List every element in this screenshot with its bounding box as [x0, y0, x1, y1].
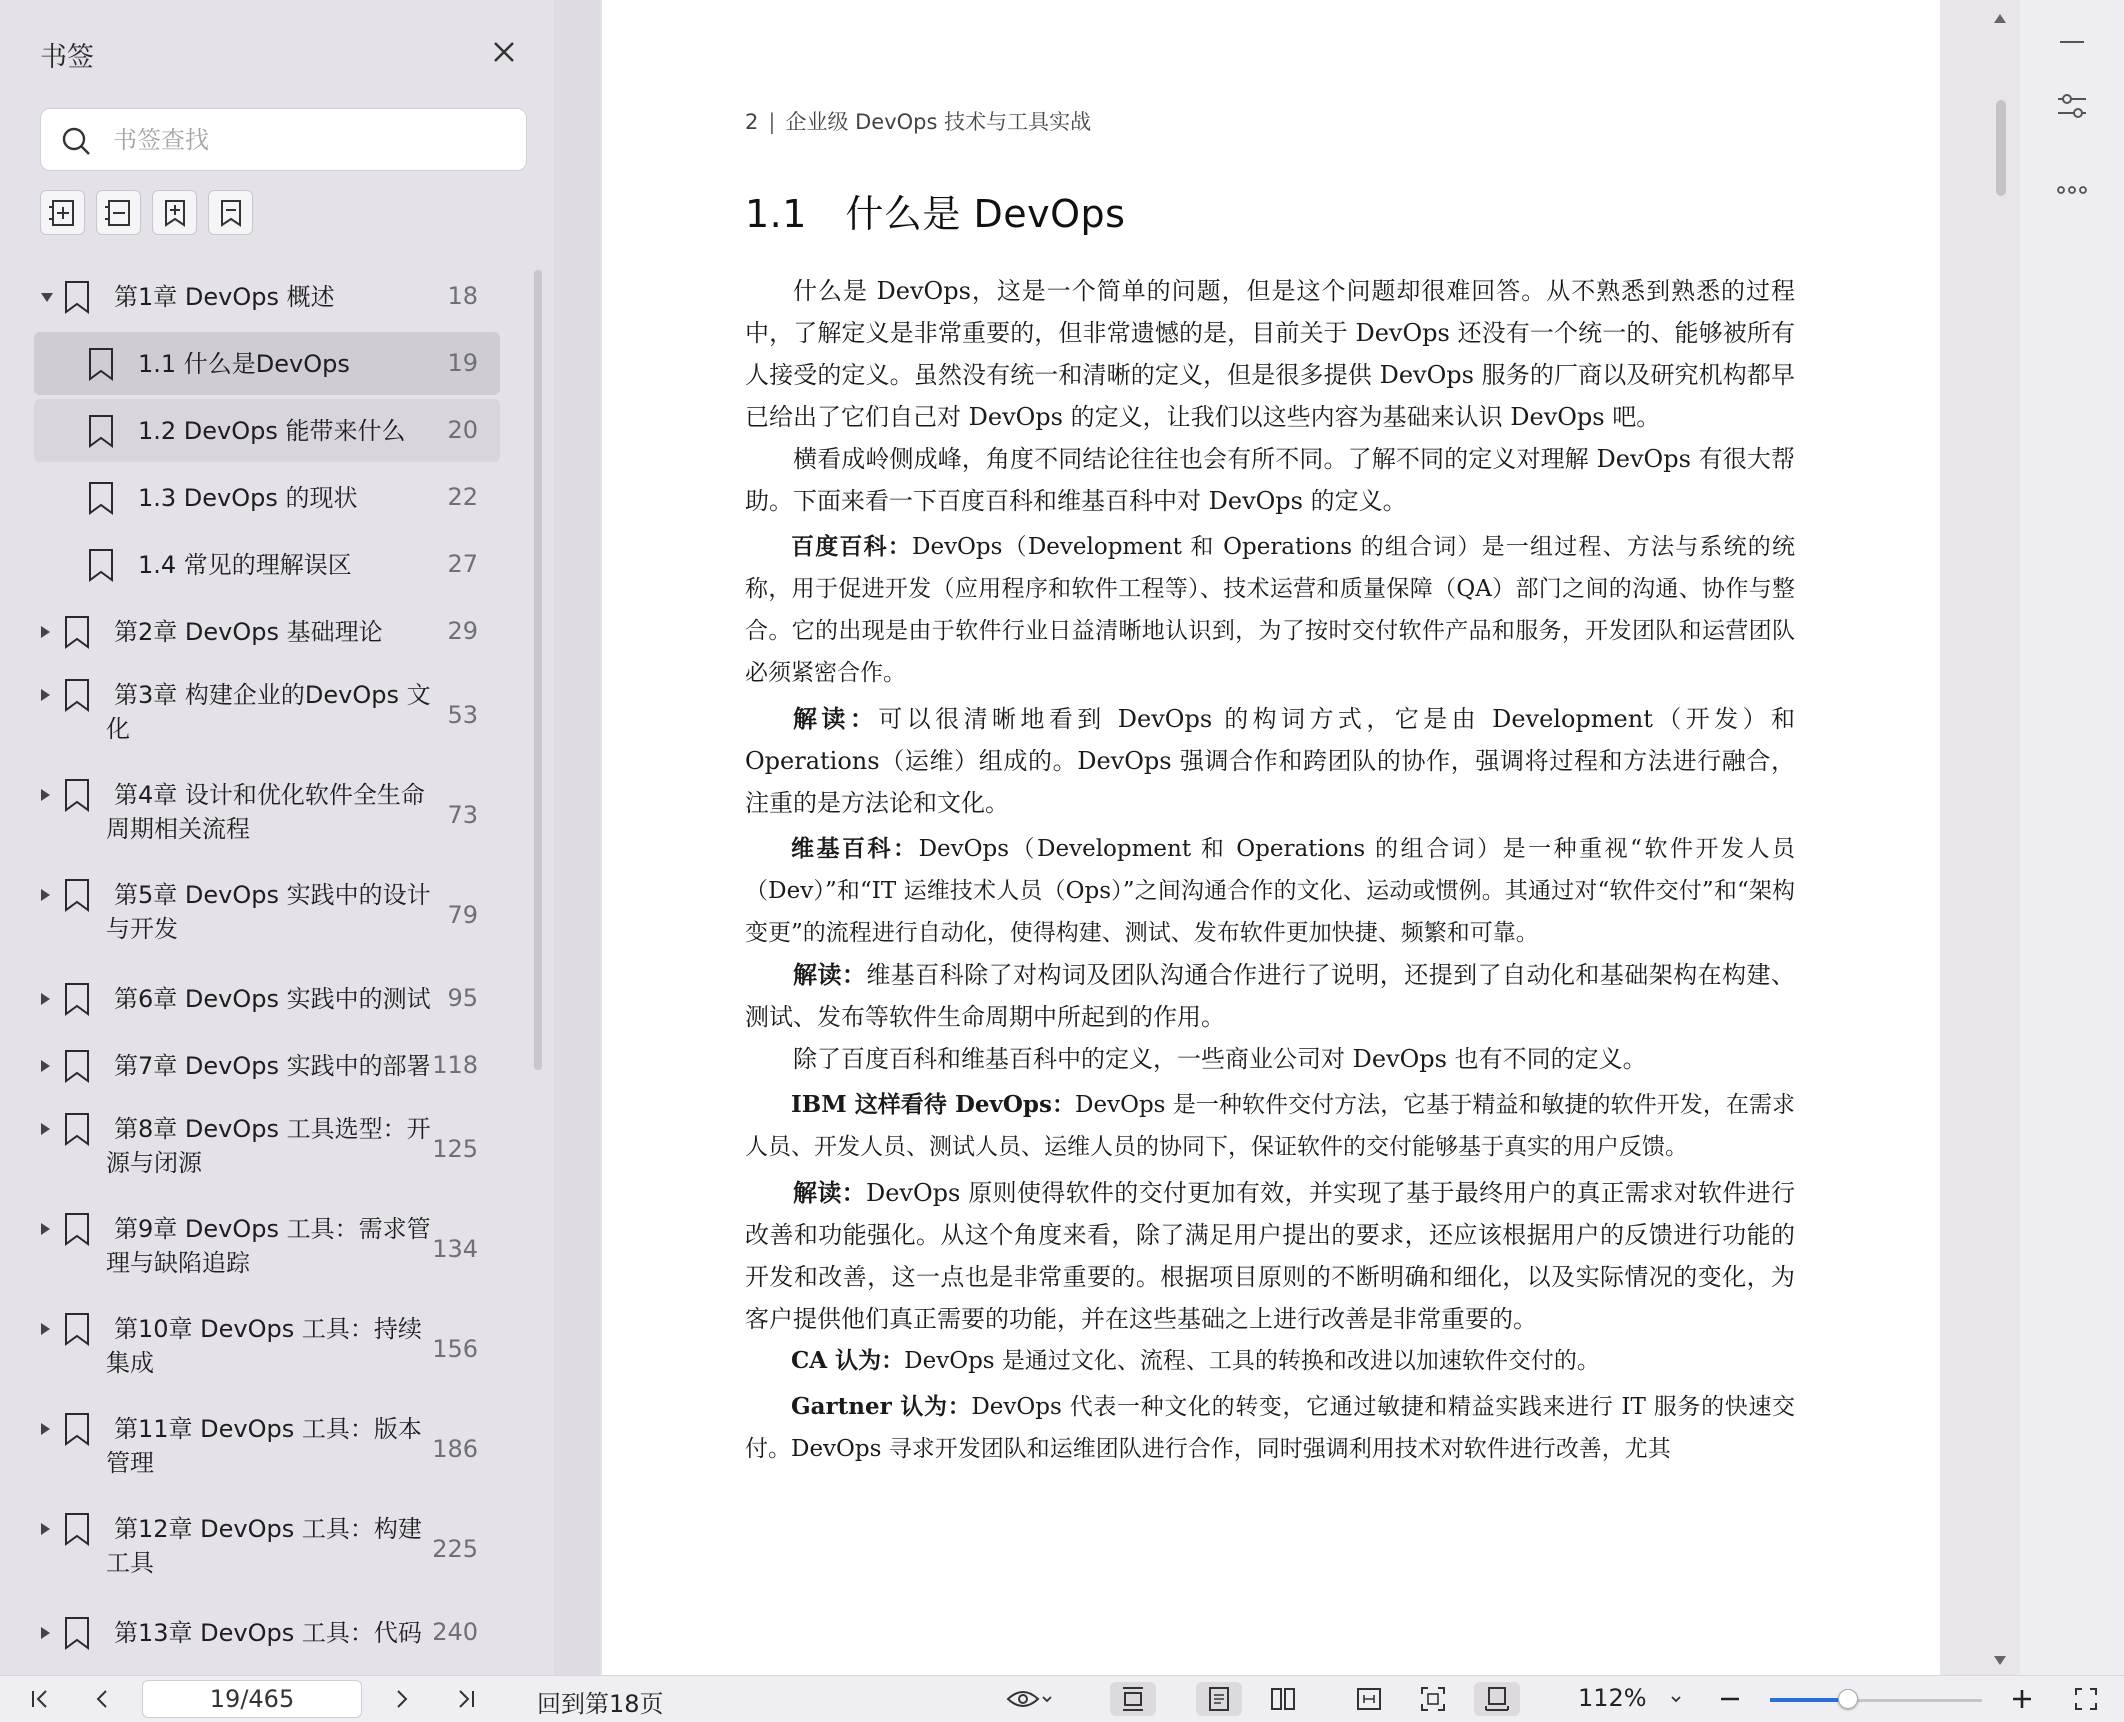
bookmark-label: [138, 347, 498, 381]
minimize-panel-button[interactable]: [2052, 22, 2092, 62]
bookmark-page-number: 79: [447, 901, 478, 929]
continuous-scroll-button[interactable]: [1110, 1682, 1156, 1716]
bookmark-page-number: 73: [447, 801, 478, 829]
scroll-up-arrow-icon[interactable]: [1994, 14, 2006, 23]
bookmark-page-number: 53: [447, 701, 478, 729]
first-page-icon: [28, 1687, 52, 1711]
bookmark-icon: [215, 197, 247, 229]
chevron-down-icon: [1040, 1692, 1054, 1706]
bookmark-label-line: 工具: [106, 1549, 154, 1577]
caret-right-icon[interactable]: [41, 626, 50, 638]
paragraph-text: DevOps 代表一种文化的转变，它通过敏捷和精益实践来进行 IT 服务的快速交付。DevOps 寻求开发团队和运维团队进行合作，同时强调利用技术对软件进行改善，尤其: [745, 1394, 1795, 1462]
add-bookmark-button[interactable]: [152, 190, 197, 235]
bookmark-icon: [64, 280, 90, 314]
bookmark-label-line: 第3章 构建企业的DevOps 文: [114, 681, 431, 709]
body-paragraph: [745, 438, 1795, 522]
bookmark-page-number: 240: [432, 1617, 478, 1646]
bookmark-label: [114, 1616, 474, 1650]
zoom-out-button[interactable]: [1712, 1682, 1748, 1716]
bookmark-page-number: 22: [447, 482, 478, 511]
bookmark-label-line: 第2章 DevOps 基础理论: [114, 617, 383, 646]
paragraph-text: DevOps 是通过文化、流程、工具的转换和改进以加速软件交付的。: [904, 1348, 1600, 1374]
close-sidebar-button[interactable]: [486, 34, 522, 70]
bookmark-icon: [64, 878, 90, 912]
bookmark-label: [106, 1512, 474, 1580]
paragraph-lead: IBM 这样看待 DevOps：: [791, 1091, 1076, 1118]
paragraph-text: DevOps 是一种软件交付方法，它基于精益和敏捷的软件开发，在需求人员、开发人员、测试人员、运维人员的协同下，保证软件的交付能够基于真实的用户反馈。: [745, 1092, 1795, 1160]
body-paragraph: [745, 1172, 1795, 1340]
bookmark-label-line: 理与缺陷追踪: [106, 1249, 250, 1277]
page-scrollbar[interactable]: [1940, 0, 2020, 1675]
bookmark-label: [106, 878, 474, 946]
eye-protection-button[interactable]: [998, 1682, 1062, 1716]
bookmark-label-line: 周期相关流程: [106, 815, 250, 843]
fit-page-button[interactable]: [1410, 1682, 1456, 1716]
scroll-thumb[interactable]: [1996, 100, 2006, 196]
caret-right-icon[interactable]: [41, 1323, 50, 1335]
bookmark-label-line: 第4章 设计和优化软件全生命: [114, 781, 425, 809]
bookmark-icon: [64, 1512, 90, 1546]
paragraph-text: DevOps（Development 和 Operations 的组合词）是一组过程、方法与系统的统称，用于促进开发（应用程序和软件工程等）、技术运营和质量保障（QA）部门之间的沟通、协作与整合。它的出现是由于软件行业日益清晰地认识到，为了按时交付软件产品和服务，开发团队和运营团队必须紧密合作。: [745, 534, 1796, 686]
bookmark-page-number: 125: [432, 1135, 478, 1163]
close-icon: [486, 34, 522, 70]
bookmark-label: [138, 414, 498, 448]
body-paragraph: [745, 954, 1795, 1038]
minus-icon: [2052, 22, 2092, 62]
bookmark-label-line: 1.1 什么是DevOps: [138, 349, 350, 378]
bookmark-label-line: 第6章 DevOps 实践中的测试: [114, 984, 431, 1013]
header-page-number: 2: [745, 110, 759, 134]
chevron-right-icon: [390, 1687, 414, 1711]
zoom-slider-fill: [1770, 1698, 1848, 1702]
paragraph-lead: 百度百科：: [791, 533, 913, 560]
bookmark-icon: [64, 678, 90, 712]
header-separator: |: [768, 110, 776, 134]
zoom-dropdown-button[interactable]: [1664, 1682, 1688, 1716]
bookmark-label: [114, 1049, 474, 1083]
paragraph-lead: Gartner 认为：: [791, 1393, 972, 1420]
paragraph-text: DevOps 原则使得软件的交付更加有效，并实现了基于最终用户的真正需求对软件进行改善和功能强化。从这个角度来看，除了满足用户提出的要求，还应该根据用户的反馈进行功能的开发和改善，这一点也是非常重要的。根据项目原则的不断明确和细化，以及实际情况的变化，为客户提供他们真正需要的功能，并在这些基础之上进行改善是非常重要的。: [745, 1179, 1795, 1333]
bookmark-label-line: 第8章 DevOps 工具选型：开: [114, 1115, 431, 1143]
bookmark-label-line: 第12章 DevOps 工具：构建: [114, 1515, 422, 1543]
bookmark-label-line: 源与闭源: [106, 1149, 202, 1177]
bookmark-section[interactable]: [34, 466, 500, 529]
quote-paragraph: [745, 526, 1795, 694]
bookmark-toolbar: [40, 190, 253, 235]
caret-right-icon[interactable]: [41, 993, 50, 1005]
bookmark-page-number: 29: [447, 616, 478, 645]
scroll-down-arrow-icon[interactable]: [1994, 1656, 2006, 1665]
adjust-settings-button[interactable]: [2052, 86, 2092, 126]
last-page-button[interactable]: [446, 1682, 486, 1716]
bookmark-section[interactable]: [34, 332, 500, 395]
next-page-button[interactable]: [382, 1682, 422, 1716]
caret-down-icon[interactable]: [41, 293, 53, 302]
fit-page-icon: [1419, 1685, 1447, 1713]
caret-right-icon[interactable]: [41, 689, 50, 701]
sliders-icon: [2052, 86, 2092, 126]
bookmark-page-number: 134: [432, 1235, 478, 1263]
bookmark-chapter[interactable]: [34, 967, 500, 1030]
bookmark-chapter[interactable]: [34, 600, 500, 663]
zoom-slider-handle[interactable]: [1838, 1689, 1858, 1709]
bookmark-search-box[interactable]: [40, 108, 527, 171]
bookmark-label-line: 第13章 DevOps 工具：代码: [114, 1618, 422, 1647]
bookmark-page-number: 118: [432, 1050, 478, 1079]
bookmark-list: [34, 265, 506, 1675]
bookmark-page-number: 19: [447, 348, 478, 377]
bookmark-sidebar: [0, 0, 600, 1675]
collapse-all-icon: [103, 197, 135, 229]
bookmark-page-number: 156: [432, 1335, 478, 1363]
bookmark-chapter[interactable]: [34, 667, 500, 763]
bookmark-label-line: 第7章 DevOps 实践中的部署: [114, 1051, 431, 1080]
caret-right-icon[interactable]: [41, 1060, 50, 1072]
caret-right-icon[interactable]: [41, 1423, 50, 1435]
single-page-icon: [1205, 1685, 1233, 1713]
fullscreen-icon: [2073, 1686, 2099, 1712]
body-paragraph: [745, 1038, 1795, 1080]
fit-width-icon: [1355, 1685, 1383, 1713]
bookmark-label-line: 第10章 DevOps 工具：持续: [114, 1315, 422, 1343]
bookmark-icon: [64, 615, 90, 649]
caret-right-icon[interactable]: [41, 1523, 50, 1535]
two-page-button[interactable]: [1260, 1682, 1306, 1716]
bookmark-label-line: 1.2 DevOps 能带来什么: [138, 416, 406, 445]
bookmark-chapter[interactable]: [34, 867, 500, 963]
remove-bookmark-button[interactable]: [208, 190, 253, 235]
running-header: [745, 106, 1091, 136]
add-bookmark-icon: [159, 197, 191, 229]
bookmark-chapter[interactable]: [34, 1501, 500, 1597]
bookmark-label: [106, 1112, 474, 1180]
bookmark-label-line: 化: [106, 715, 130, 743]
chevron-left-icon: [90, 1687, 114, 1711]
bookmark-label: [114, 615, 474, 649]
quote-paragraph: [745, 828, 1795, 954]
bookmark-label-line: 与开发: [106, 915, 178, 943]
eye-icon: [1006, 1687, 1040, 1711]
fit-width-button[interactable]: [1346, 1682, 1392, 1716]
bookmark-icon: [64, 1412, 90, 1446]
bookmark-icon: [64, 1112, 90, 1146]
bookmark-page-number: 225: [432, 1535, 478, 1563]
bookmark-chapter[interactable]: [34, 1101, 500, 1197]
bookmark-icon: [88, 347, 114, 381]
fullscreen-button[interactable]: [2066, 1682, 2106, 1716]
bookmark-label: [106, 1212, 474, 1280]
bookmark-label: [138, 481, 498, 515]
collapse-all-button[interactable]: [96, 190, 141, 235]
bookmark-page-number: 18: [447, 281, 478, 310]
last-page-icon: [454, 1687, 478, 1711]
bookmark-chapter[interactable]: [34, 1301, 500, 1397]
paragraph-text: 什么是 DevOps，这是一个简单的问题，但是这个问题却很难回答。从不熟悉到熟悉的过程中，了解定义是非常重要的，但非常遗憾的是，目前关于 DevOps 还没有一个统一的、能够被所有人接受的定义。虽然没有统一和清晰的定义，但是很多提供 DevOps 服务的厂商以及研究机构都早已给出了它们自己对 DevOps 的定义，让我们以这些内容为基础来认识 DevOps 吧。: [745, 277, 1795, 431]
paragraph-lead: 解读：: [793, 704, 879, 733]
bookmark-icon: [88, 548, 114, 582]
bookmark-chapter[interactable]: [34, 1201, 500, 1297]
bookmark-label-line: 集成: [106, 1349, 154, 1377]
zoom-level-select[interactable]: 112%: [1578, 1684, 1647, 1712]
paragraph-text: 可以很清晰地看到 DevOps 的构词方式，它是由 Development（开发）和 Operations（运维）组成的。DevOps 强调合作和跨团队的协作，强调将过程和方法进行融合，注重的是方法论和文化。: [745, 705, 1795, 817]
bookmark-label-line: 第9章 DevOps 工具：需求管: [114, 1215, 431, 1243]
bookmark-page-number: 95: [447, 983, 478, 1012]
paragraph-text: 维基百科除了对构词及团队沟通合作进行了说明，还提到了自动化和基础架构在构建、测试、发布等软件生命周期中所起到的作用。: [745, 961, 1796, 1031]
expand-all-button[interactable]: [40, 190, 85, 235]
page-number-input[interactable]: 19/465: [142, 1680, 362, 1718]
body-paragraph: [745, 698, 1795, 824]
header-book-title: 企业级 DevOps 技术与工具实战: [785, 110, 1092, 134]
caret-right-icon[interactable]: [41, 889, 50, 901]
bookmark-icon: [88, 414, 114, 448]
bookmark-label: [138, 548, 498, 582]
bookmark-label: [106, 778, 474, 846]
document-body: [745, 270, 1795, 1470]
caret-right-icon[interactable]: [41, 1123, 50, 1135]
body-paragraph: [745, 270, 1795, 438]
bookmark-page-number: 20: [447, 415, 478, 444]
bookmark-label: [106, 1312, 474, 1380]
auto-fit-icon: [1483, 1685, 1511, 1713]
document-page: [602, 0, 1940, 1675]
auto-fit-button[interactable]: [1474, 1682, 1520, 1716]
bookmark-label-line: 第1章 DevOps 概述: [114, 282, 335, 311]
single-page-button[interactable]: [1196, 1682, 1242, 1716]
section-title: 1.1 什么是 DevOps: [745, 192, 1126, 236]
back-to-page-button[interactable]: 回到第18页: [537, 1690, 664, 1718]
paragraph-text: 横看成岭侧成峰，角度不同结论往往也会有所不同。了解不同的定义对理解 DevOps 有很大帮助。下面来看一下百度百科和维基百科中对 DevOps 的定义。: [745, 445, 1795, 515]
bookmark-chapter[interactable]: [34, 1034, 500, 1097]
minus-icon: [1718, 1687, 1742, 1711]
quote-paragraph: [745, 1084, 1795, 1168]
bookmark-icon: [64, 1212, 90, 1246]
paragraph-text: DevOps（Development 和 Operations 的组合词）是一种重视“软件开发人员（Dev）”和“IT 运维技术人员（Ops）”之间沟通合作的文化、运动或惯例。其通过对“软件交付”和“架构变更”的流程进行自动化，使得构建、测试、发布软件更加快捷、频繁和可靠。: [745, 836, 1796, 946]
caret-right-icon[interactable]: [41, 1223, 50, 1235]
more-options-button[interactable]: [2052, 170, 2092, 210]
caret-right-icon[interactable]: [41, 1627, 50, 1639]
bookmark-chapter[interactable]: [34, 265, 500, 328]
bookmark-icon: [88, 481, 114, 515]
bookmark-page-number: 27: [447, 549, 478, 578]
search-icon: [61, 126, 91, 156]
bookmark-label-line: 第5章 DevOps 实践中的设计: [114, 881, 431, 909]
bookmark-label: [114, 982, 474, 1016]
first-page-button[interactable]: [20, 1682, 60, 1716]
bookmark-section[interactable]: [34, 533, 500, 596]
bookmark-chapter[interactable]: [34, 1601, 500, 1664]
sidebar-scrollbar[interactable]: [534, 270, 542, 1070]
paragraph-lead: 解读：: [793, 960, 867, 989]
quote-paragraph: [745, 1340, 1795, 1382]
zoom-in-button[interactable]: [2004, 1682, 2040, 1716]
bookmark-icon: [64, 982, 90, 1016]
bottom-toolbar: [0, 1675, 2124, 1722]
previous-page-button[interactable]: [82, 1682, 122, 1716]
plus-icon: [2010, 1687, 2034, 1711]
paragraph-lead: 维基百科：: [791, 835, 919, 862]
caret-right-icon[interactable]: [41, 789, 50, 801]
bookmark-section[interactable]: [34, 399, 500, 462]
bookmark-label-line: 1.3 DevOps 的现状: [138, 483, 358, 512]
panel-divider[interactable]: [554, 0, 600, 1675]
bookmark-label-line: 1.4 常见的理解误区: [138, 550, 352, 579]
bookmark-label: [106, 678, 474, 746]
quote-paragraph: [745, 1386, 1795, 1470]
sidebar-title: 书签: [40, 42, 94, 73]
bookmark-icon: [64, 1312, 90, 1346]
bookmark-icon: [64, 1049, 90, 1083]
expand-all-icon: [47, 197, 79, 229]
bookmark-label: [114, 280, 474, 314]
bookmark-label: [106, 1412, 474, 1480]
two-page-icon: [1269, 1685, 1297, 1713]
bookmark-icon: [64, 778, 90, 812]
right-toolbar: [2020, 0, 2124, 1675]
bookmark-chapter[interactable]: [34, 1401, 500, 1497]
paragraph-lead: CA 认为：: [791, 1347, 905, 1374]
bookmark-icon: [64, 1616, 90, 1650]
chevron-down-icon: [1669, 1692, 1683, 1706]
bookmark-search-input[interactable]: [113, 119, 503, 161]
scroll-mode-icon: [1119, 1685, 1147, 1713]
bookmark-page-number: 186: [432, 1435, 478, 1463]
bookmark-chapter[interactable]: [34, 767, 500, 863]
bookmark-label-line: 第11章 DevOps 工具：版本: [114, 1415, 422, 1443]
bookmark-label-line: 管理: [106, 1449, 154, 1477]
paragraph-lead: 解读：: [793, 1178, 866, 1207]
paragraph-text: 除了百度百科和维基百科中的定义，一些商业公司对 DevOps 也有不同的定义。: [793, 1045, 1647, 1073]
more-icon: [2052, 170, 2092, 210]
